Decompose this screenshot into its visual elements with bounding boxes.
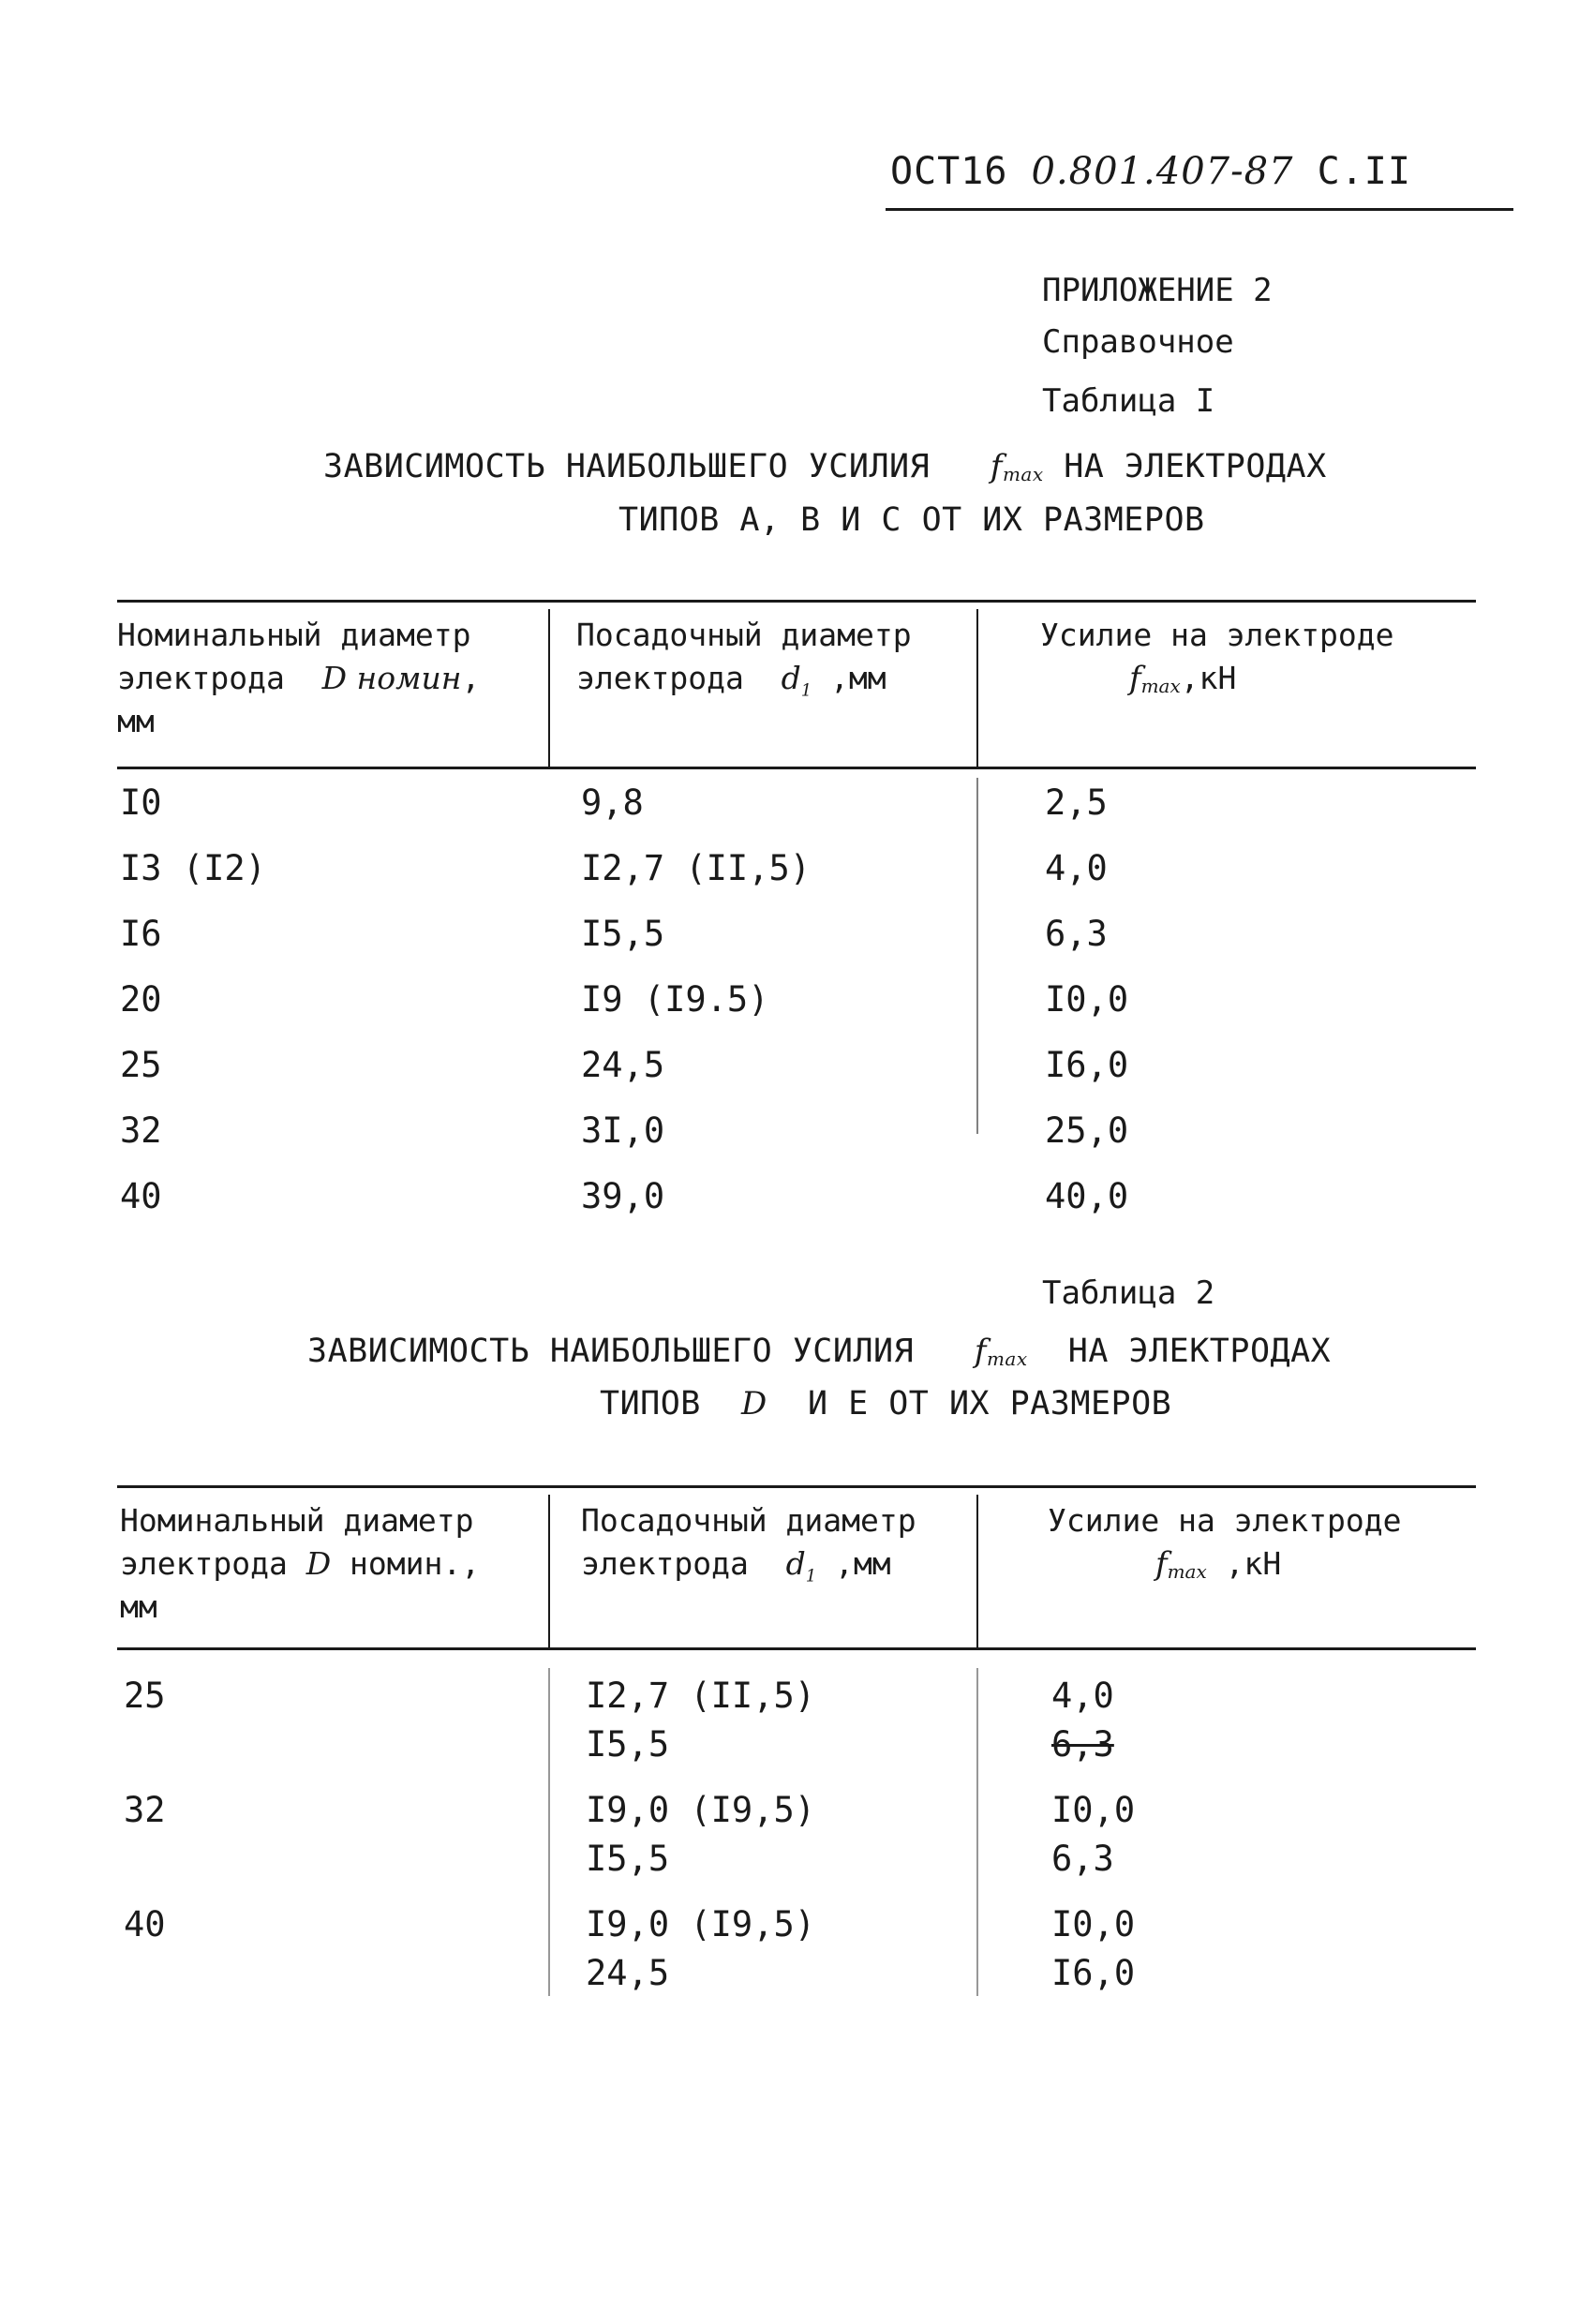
table2-label: Таблица 2 bbox=[1042, 1274, 1215, 1312]
seat-diameter-cell: I9,0 (I9,5) bbox=[586, 1790, 816, 1830]
table2-top-rule bbox=[117, 1485, 1476, 1488]
appendix-title: ПРИЛОЖЕНИЕ 2 bbox=[1042, 272, 1273, 309]
seat-diameter-cell: I9 (I9.5) bbox=[581, 979, 769, 1020]
seat-diameter-cell: 39,0 bbox=[581, 1176, 665, 1216]
table2-col-force-header: Усилие на электроде $f_{max}$ ,кН bbox=[1048, 1502, 1402, 1583]
table1-col-divider-1 bbox=[548, 609, 550, 768]
table2-heading-line1 bbox=[307, 1333, 1331, 1370]
seat-diameter-cell: 3I,0 bbox=[581, 1110, 665, 1151]
table1-header-rule bbox=[117, 767, 1476, 769]
force-cell: 4,0 bbox=[1051, 1676, 1114, 1716]
document-page-number: С.II bbox=[1317, 150, 1411, 193]
nominal-diameter-cell: I6 bbox=[120, 914, 162, 954]
table1-heading-text-b: НА ЭЛЕКТРОДАХ bbox=[1064, 448, 1327, 485]
table2-col-divider-1 bbox=[548, 1495, 550, 1649]
document-code bbox=[890, 150, 1411, 193]
nominal-diameter-cell: 40 bbox=[120, 1176, 162, 1216]
force-cell: 25,0 bbox=[1045, 1110, 1129, 1151]
nominal-diameter-cell: I3 (I2) bbox=[120, 848, 266, 888]
nominal-diameter-cell: I0 bbox=[120, 782, 162, 823]
seat-diameter-cell: I5,5 bbox=[586, 1724, 670, 1765]
table1-heading-line1 bbox=[323, 448, 1327, 485]
table1-heading-text-a: ЗАВИСИМОСТЬ НАИБОЛЬШЕГО УСИЛИЯ bbox=[323, 448, 931, 485]
force-cell: 4,0 bbox=[1045, 848, 1108, 888]
table1-col-force-header: Усилие на электроде $f_{max},кН$ bbox=[1040, 617, 1394, 697]
fmax-symbol: $f_{max}$ bbox=[990, 448, 1044, 485]
force-cell: I6,0 bbox=[1045, 1045, 1129, 1085]
force-cell: 6,3 bbox=[1045, 914, 1108, 954]
document-code-number: 0.801.407-87 bbox=[1031, 150, 1294, 193]
header-underline bbox=[886, 208, 1513, 211]
seat-diameter-cell: I2,7 (II,5) bbox=[586, 1676, 816, 1716]
nominal-diameter-cell: 20 bbox=[120, 979, 162, 1020]
seat-diameter-cell: I5,5 bbox=[581, 914, 665, 954]
table2-col-divider-2 bbox=[976, 1495, 978, 1649]
table1-heading-line2: ТИПОВ А, В И С ОТ ИХ РАЗМЕРОВ bbox=[618, 501, 1205, 539]
force-cell: I0,0 bbox=[1051, 1904, 1136, 1944]
force-cell: 2,5 bbox=[1045, 782, 1108, 823]
table2-col-seat-header: Посадочный диаметр электрода $d_1$ ,мм bbox=[581, 1502, 916, 1587]
table2-heading-line2: ТИПОВ D И Е ОТ ИХ РАЗМЕРОВ bbox=[600, 1385, 1172, 1423]
table1-col-seat-header: Посадочный диаметр электрода $d_1$ ,мм bbox=[576, 617, 912, 701]
table2-header-rule bbox=[117, 1647, 1476, 1650]
table1-label: Таблица I bbox=[1042, 382, 1215, 420]
force-cell: I0,0 bbox=[1051, 1790, 1136, 1830]
force-cell: 40,0 bbox=[1045, 1176, 1129, 1216]
seat-diameter-cell: I9,0 (I9,5) bbox=[586, 1904, 816, 1944]
table2-col-nominal-header: Номинальный диаметр электрода D номин., мм bbox=[120, 1502, 481, 1625]
table2-heading-text-b: НА ЭЛЕКТРОДАХ bbox=[1067, 1333, 1332, 1370]
nominal-diameter-cell: 40 bbox=[124, 1904, 166, 1944]
nominal-diameter-cell: 32 bbox=[124, 1790, 166, 1830]
nominal-diameter-cell: 32 bbox=[120, 1110, 162, 1151]
force-cell: 6,3 bbox=[1051, 1839, 1114, 1879]
table2-heading-text-a: ЗАВИСИМОСТЬ НАИБОЛЬШЕГО УСИЛИЯ bbox=[307, 1333, 915, 1370]
force-cell: 6,3 bbox=[1051, 1724, 1114, 1765]
seat-diameter-cell: I2,7 (II,5) bbox=[581, 848, 812, 888]
nominal-diameter-cell: 25 bbox=[124, 1676, 166, 1716]
force-cell: I0,0 bbox=[1045, 979, 1129, 1020]
table1-col-nominal-header: Номинальный диаметр электрода D номин, мм bbox=[117, 617, 481, 739]
table1-col-divider-2 bbox=[976, 609, 978, 768]
seat-diameter-cell: 24,5 bbox=[581, 1045, 665, 1085]
nominal-diameter-cell: 25 bbox=[120, 1045, 162, 1085]
table1-top-rule bbox=[117, 600, 1476, 603]
seat-diameter-cell: 9,8 bbox=[581, 782, 644, 823]
seat-diameter-cell: 24,5 bbox=[586, 1953, 670, 1993]
appendix-subtitle: Справочное bbox=[1042, 323, 1234, 361]
table1-body-divider bbox=[976, 778, 978, 1134]
force-cell: I6,0 bbox=[1051, 1953, 1136, 1993]
seat-diameter-cell: I5,5 bbox=[586, 1839, 670, 1879]
fmax-symbol: $f_{max}$ bbox=[974, 1333, 1028, 1370]
document-code-prefix: ОСТ16 bbox=[890, 150, 1008, 193]
table2-body-divider-1 bbox=[548, 1668, 550, 1996]
table2-body-divider-2 bbox=[976, 1668, 978, 1996]
